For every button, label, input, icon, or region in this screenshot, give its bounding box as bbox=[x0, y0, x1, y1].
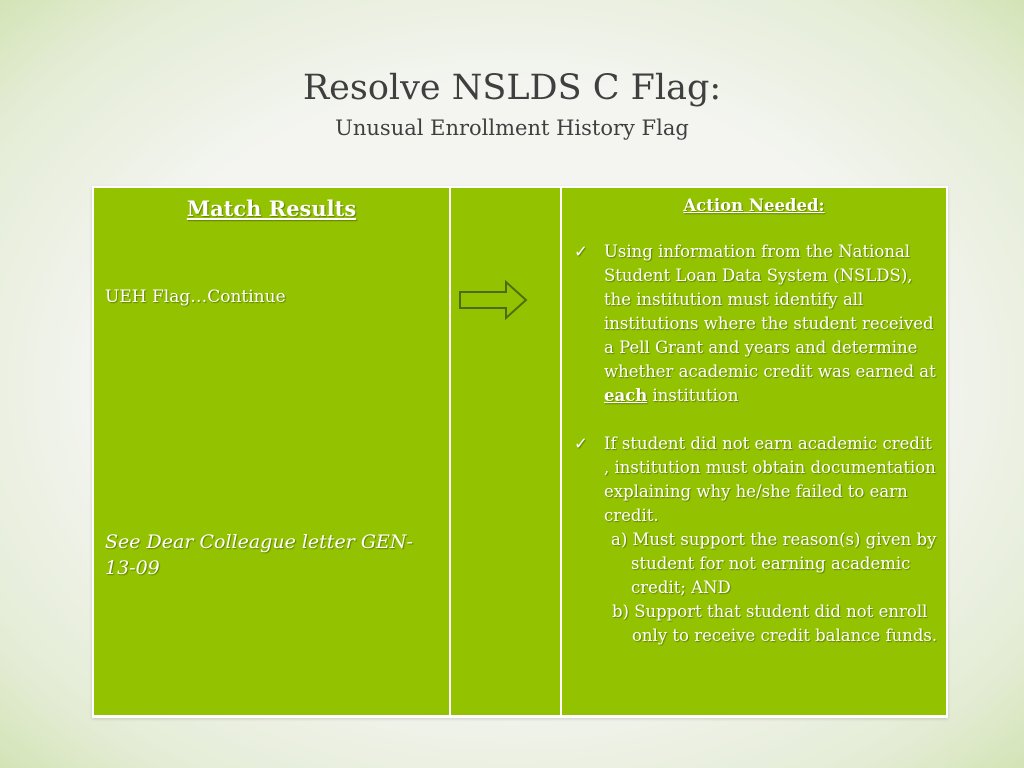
slide-title: Resolve NSLDS C Flag: bbox=[302, 68, 722, 108]
checkmark-icon: ✓ bbox=[574, 242, 588, 261]
sub-item-b: b) Support that student did not enroll only to receive credit balance funds. bbox=[612, 602, 938, 645]
dear-colleague-reference: See Dear Colleague letter GEN-13-09 bbox=[105, 531, 413, 579]
content-table bbox=[92, 186, 948, 718]
right-arrow-icon bbox=[459, 280, 529, 320]
emphasis-each: each bbox=[604, 386, 648, 405]
arrow-cell bbox=[451, 188, 560, 715]
action-needed-header: Action Needed: bbox=[683, 196, 825, 215]
sub-item-a: a) Must support the reason(s) given by student for not earning academic credit; AND bbox=[611, 530, 937, 597]
action-needed-cell bbox=[562, 188, 946, 715]
slide-subtitle: Unusual Enrollment History Flag bbox=[335, 116, 689, 140]
action-bullet-nslds: ✓ Using information from the National Student Loan Data System (NSLDS), the institution must identify all institutions where the student received a Pell Grant and years and determine whether academic credit was earned at each institution bbox=[574, 242, 936, 405]
action-bullet-documentation: ✓ If student did not earn academic credit , institution must obtain documentation explaining why he/she failed to earn credit. bbox=[574, 434, 936, 525]
match-results-cell bbox=[94, 188, 449, 715]
ueh-flag-status: UEH Flag…Continue bbox=[105, 287, 286, 307]
match-results-header: Match Results bbox=[186, 196, 357, 221]
checkmark-icon: ✓ bbox=[574, 434, 588, 453]
